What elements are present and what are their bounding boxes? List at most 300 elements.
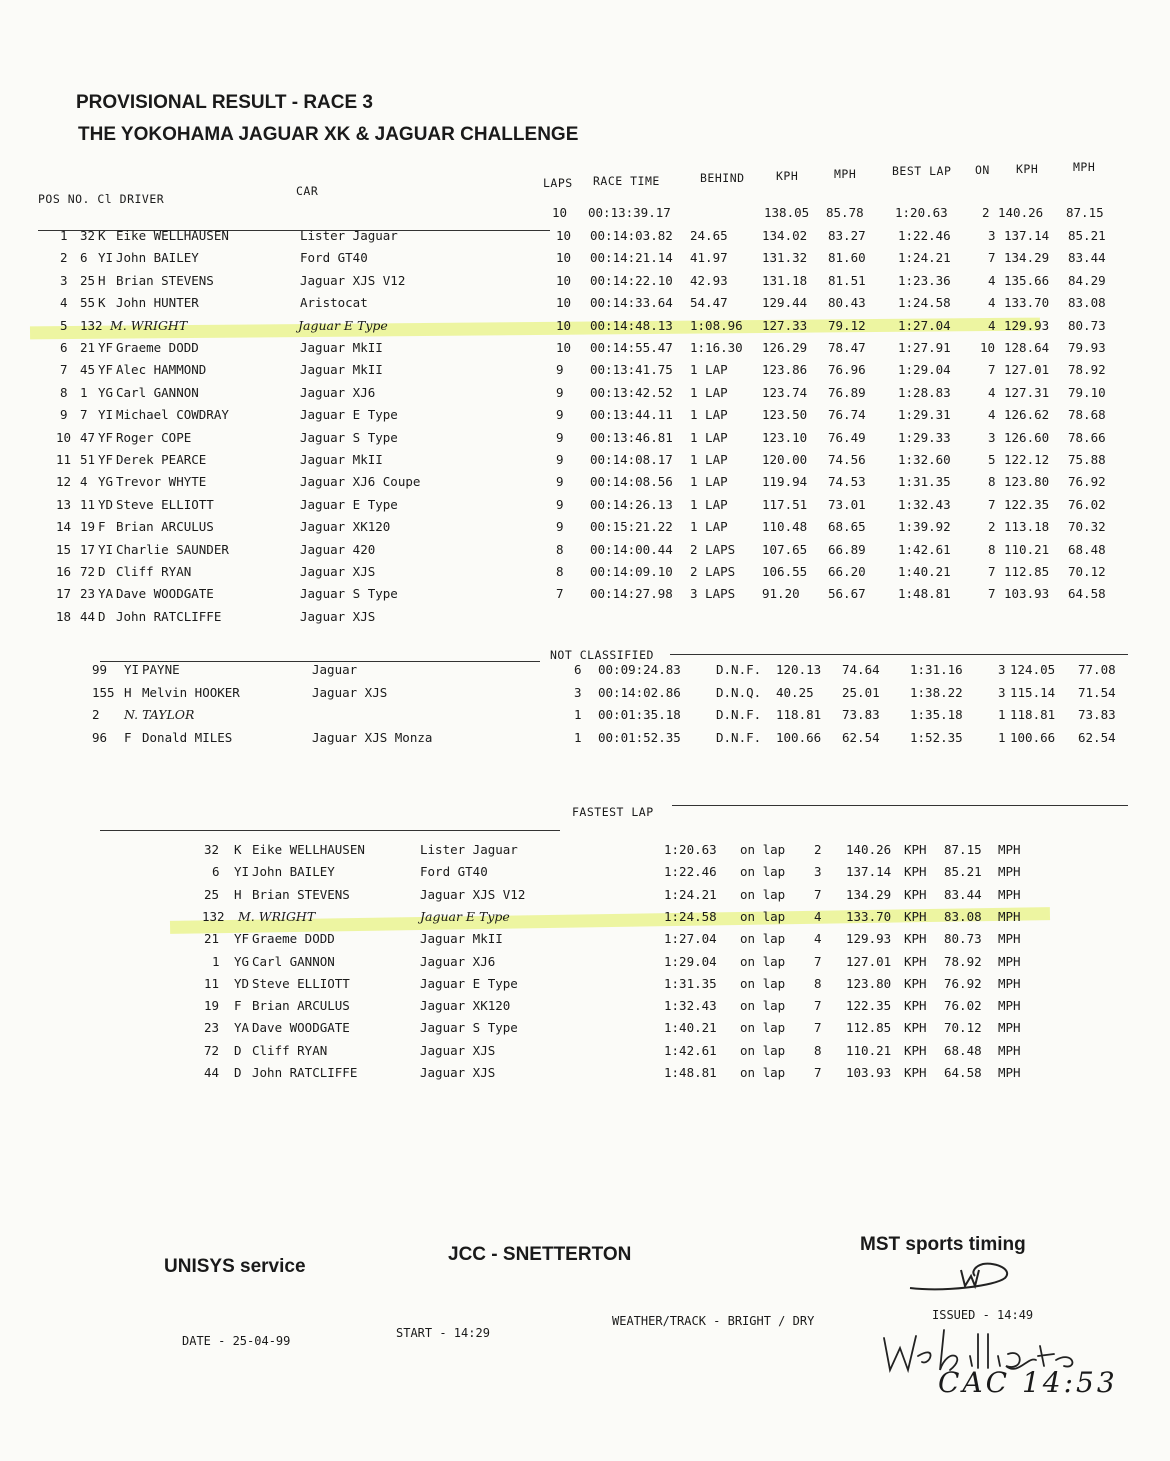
avg-kph: 126.29 [762,340,808,355]
avg-mph: 68.65 [828,519,866,535]
header-on: ON [975,163,990,177]
avg-kph: 131.18 [762,272,808,288]
position: 5 [60,317,68,333]
avg-kph: 106.55 [762,564,808,579]
car-number: 55 [80,295,96,311]
best-lap: 1:38.22 [910,684,963,700]
timing-brand: MST sports timing [860,1234,1026,1255]
result-row [0,452,1170,474]
driver-name: Charlie SAUNDER [116,541,229,557]
best-kph: 124.05 [1010,662,1056,677]
best-lap: 1:32.43 [898,496,951,512]
result-row [0,362,1170,384]
not-classified-label: NOT CLASSIFIED [550,648,654,662]
behind: 1 LAP [690,407,728,423]
fastest-lap-label: FASTEST LAP [572,805,654,819]
behind: 1 LAP [690,474,728,490]
not-classified-row [0,730,1170,752]
fastest-lap-row [0,1065,1170,1087]
best-lap: 1:22.46 [898,228,951,243]
driver-name: Dave WOODGATE [252,1020,350,1036]
car-model: Ford GT40 [300,250,368,266]
class: D [98,608,106,624]
best-kph: 133.70 [1004,295,1050,311]
best-lap: 1:29.04 [898,362,951,378]
best-kph: 129.93 [1004,317,1050,333]
best-lap: 1:29.33 [898,429,951,445]
result-row [0,250,1170,272]
kph: 112.85 [846,1020,892,1036]
best-kph: 100.66 [1010,729,1056,745]
on-lap-label: on lap [740,886,786,902]
kph: 140.26 [846,842,892,857]
car-model: Ford GT40 [420,864,488,880]
result-row [0,474,1170,496]
best-lap: 1:27.04 [898,317,951,333]
car-model: Jaguar MkII [420,931,503,947]
header-best-kph: KPH [1016,162,1039,176]
avg-mph: 76.74 [828,407,866,423]
header-race-time: RACE TIME [593,174,660,188]
driver-name: Melvin HOOKER [142,684,240,700]
leader-time: 00:13:39.17 [588,205,671,220]
lap-time: 1:24.58 [664,908,717,924]
best-kph: 126.62 [1004,407,1050,423]
best-lap-on: 4 [988,272,996,288]
avg-kph: 123.86 [762,362,808,378]
page-subtitle: THE YOKOHAMA JAGUAR XK & JAGUAR CHALLENGE [78,124,579,145]
best-mph: 84.29 [1068,272,1106,288]
best-lap: 1:40.21 [898,564,951,579]
car-model: Jaguar MkII [300,452,383,467]
best-lap: 1:52.35 [910,729,963,745]
not-classified-row [0,685,1170,707]
car-model: Jaguar XJ6 [420,953,496,969]
on-lap-label: on lap [740,864,786,880]
best-kph: 127.31 [1004,384,1050,400]
best-kph: 128.64 [1004,340,1050,355]
best-mph: 83.08 [1068,295,1106,311]
best-kph: 127.01 [1004,362,1050,378]
laps: 1 [574,707,582,722]
avg-kph: 118.81 [776,707,822,722]
car-number: 1 [80,384,88,400]
car-number: 96 [92,729,108,745]
lap-time: 1:20.63 [664,842,717,857]
best-lap-on: 7 [988,586,996,602]
race-time: 00:13:46.81 [590,429,673,445]
best-lap-on: 5 [988,452,996,467]
result-row [0,228,1170,250]
mph: 68.48 [944,1042,982,1058]
driver-name: N. TAYLOR [124,707,195,722]
lap-time: 1:27.04 [664,931,717,947]
best-mph: 73.83 [1078,707,1116,722]
leader-line [0,205,1170,227]
behind: 1 LAP [690,362,728,378]
driver-name: Steve ELLIOTT [252,975,350,991]
driver-name: M. WRIGHT [110,317,188,333]
on-lap-label: on lap [740,931,786,947]
avg-kph: 107.65 [762,541,808,557]
kph: 103.93 [846,1065,892,1080]
lap-number: 7 [814,1020,822,1036]
avg-mph: 74.64 [842,662,880,677]
car-number: 11 [204,975,220,991]
kph-unit: KPH [904,1020,927,1036]
mph: 78.92 [944,953,982,969]
behind: 2 LAPS [690,564,736,579]
behind: 1 LAP [690,384,728,400]
race-time: 00:13:41.75 [590,362,673,378]
best-lap-on: 1 [998,707,1006,722]
best-mph: 80.73 [1068,317,1106,333]
avg-kph: 123.50 [762,407,808,423]
race-time: 00:01:35.18 [598,707,681,722]
best-mph: 68.48 [1068,541,1106,557]
best-mph: 70.12 [1068,564,1106,579]
driver-name: Trevor WHYTE [116,474,207,490]
issued-time: ISSUED - 14:49 [932,1308,1034,1322]
class: YF [98,340,114,355]
unisys-service: UNISYS service [164,1256,306,1277]
on-lap-label: on lap [740,1042,786,1058]
kph: 123.80 [846,975,892,991]
mph-unit: MPH [998,886,1021,902]
race-time: 00:14:21.14 [590,250,673,266]
car-model: Jaguar XJS [300,564,376,579]
behind: 3 LAPS [690,586,736,602]
car-number: 2 [92,707,100,722]
avg-mph: 74.53 [828,474,866,490]
best-lap-on: 7 [988,564,996,579]
mph: 80.73 [944,931,982,947]
car-model: Jaguar XJS [420,1065,496,1080]
car-model: Jaguar E Type [420,975,518,991]
position: 3 [60,272,68,288]
on-lap-label: on lap [740,842,786,857]
avg-mph: 66.20 [828,564,866,579]
car-model: Jaguar S Type [300,586,398,602]
driver-name: Brian STEVENS [252,886,350,902]
car-model: Jaguar XJ6 [300,384,376,400]
lap-time: 1:31.35 [664,975,717,991]
race-time: 00:14:26.13 [590,496,673,512]
class: YF [234,931,250,947]
avg-mph: 74.56 [828,452,866,467]
race-time: 00:14:55.47 [590,340,673,355]
position: 11 [56,452,72,467]
result-row [0,295,1170,317]
car-number: 32 [204,842,220,857]
car-number: 19 [80,519,96,535]
best-lap-on: 3 [998,684,1006,700]
mph: 76.92 [944,975,982,991]
laps: 9 [556,519,564,535]
result-row [0,318,1170,340]
car-model: Jaguar S Type [420,1020,518,1036]
best-kph: 112.85 [1004,564,1050,579]
best-lap: 1:39.92 [898,519,951,535]
avg-mph: 79.12 [828,317,866,333]
status: D.N.Q. [716,684,762,700]
best-lap: 1:31.16 [910,662,963,677]
lap-time: 1:32.43 [664,998,717,1014]
avg-mph: 83.27 [828,228,866,243]
car-model: Jaguar S Type [300,429,398,445]
best-kph: 113.18 [1004,519,1050,535]
behind: 1 LAP [690,452,728,467]
laps: 10 [556,250,572,266]
result-row [0,586,1170,608]
mph: 87.15 [944,842,982,857]
initials-mark [905,1258,1035,1306]
mph-unit: MPH [998,975,1021,991]
avg-kph: 134.02 [762,228,808,243]
driver-name: Michael COWDRAY [116,407,229,423]
best-mph: 79.10 [1068,384,1106,400]
race-time: 00:14:02.86 [598,684,681,700]
best-lap-on: 4 [988,295,996,311]
car-number: 6 [212,864,220,880]
not-classified-row [0,662,1170,684]
best-lap-on: 10 [980,340,996,355]
behind: 54.47 [690,295,728,311]
best-lap: 1:27.91 [898,340,951,355]
handwritten-note: CAC 14:53 [938,1366,1118,1399]
race-time: 00:14:00.44 [590,541,673,557]
lap-time: 1:24.21 [664,886,717,902]
best-mph: 83.44 [1068,250,1106,266]
laps: 3 [574,684,582,700]
avg-mph: 81.51 [828,272,866,288]
lap-time: 1:22.46 [664,864,717,880]
driver-name: Carl GANNON [116,384,199,400]
best-lap: 1:42.61 [898,541,951,557]
laps: 9 [556,362,564,378]
behind: 24.65 [690,228,728,243]
position: 2 [60,250,68,266]
mph: 64.58 [944,1065,982,1080]
car-number: 155 [92,684,115,700]
leader-best: 1:20.63 [895,205,948,220]
behind: 42.93 [690,272,728,288]
avg-mph: 62.54 [842,729,880,745]
mph: 83.08 [944,908,982,924]
car-number: 32 [80,228,96,243]
result-row [0,407,1170,429]
laps: 10 [556,295,572,311]
avg-kph: 120.13 [776,662,822,677]
position: 15 [56,541,72,557]
kph-unit: KPH [904,931,927,947]
best-kph: 137.14 [1004,228,1050,243]
mph-unit: MPH [998,953,1021,969]
best-kph: 110.21 [1004,541,1050,557]
lap-time: 1:48.81 [664,1065,717,1080]
laps: 10 [556,340,572,355]
car-model: Jaguar E Type [300,496,398,512]
laps: 9 [556,429,564,445]
laps: 9 [556,384,564,400]
result-row [0,497,1170,519]
best-mph: 78.68 [1068,407,1106,423]
race-time: 00:14:22.10 [590,272,673,288]
race-time: 00:14:08.17 [590,452,673,467]
date: DATE - 25-04-99 [182,1334,291,1348]
class: YI [98,541,114,557]
kph-unit: KPH [904,975,927,991]
result-row [0,430,1170,452]
best-lap-on: 1 [998,729,1006,745]
car-number: 7 [80,407,88,423]
best-lap: 1:24.58 [898,295,951,311]
car-number: 11 [80,496,96,512]
driver-name: John RATCLIFFE [252,1065,358,1080]
start-time: START - 14:29 [396,1326,490,1340]
behind: 1 LAP [690,496,728,512]
driver-name: Carl GANNON [252,953,335,969]
best-lap-on: 7 [988,362,996,378]
avg-mph: 78.47 [828,340,866,355]
car-model: Jaguar XJ6 Coupe [300,474,421,490]
mph: 70.12 [944,1020,982,1036]
behind: 1 LAP [690,429,728,445]
car-model: Jaguar MkII [300,340,383,355]
position: 14 [56,519,72,535]
car-number: 51 [80,452,96,467]
laps: 9 [556,407,564,423]
race-time: 00:14:08.56 [590,474,673,490]
race-time: 00:13:42.52 [590,384,673,400]
kph-unit: KPH [904,864,927,880]
avg-mph: 73.83 [842,707,880,722]
header-behind: BEHIND [700,171,745,185]
driver-name: Brian ARCULUS [116,519,214,535]
result-row [0,385,1170,407]
lap-number: 7 [814,998,822,1014]
leader-kph: 138.05 [764,205,810,220]
car-number: 21 [80,340,96,355]
car-model: Jaguar XJS [300,608,376,624]
kph-unit: KPH [904,1042,927,1058]
driver-name: Graeme DODD [252,931,335,947]
best-mph: 76.92 [1068,474,1106,490]
best-lap: 1:35.18 [910,707,963,722]
lap-number: 3 [814,864,822,880]
driver-name: John RATCLIFFE [116,608,222,624]
class: YG [98,474,114,490]
driver-name: Eike WELLHAUSEN [252,842,365,857]
weather-track: WEATHER/TRACK - BRIGHT / DRY [612,1314,815,1328]
car-number: 99 [92,662,108,677]
leader-laps: 10 [552,205,568,220]
class: YI [98,407,114,423]
class: YD [234,975,250,991]
best-mph: 64.58 [1068,586,1106,602]
class: YA [98,586,114,602]
lap-number: 7 [814,886,822,902]
best-mph: 71.54 [1078,684,1116,700]
header-kph: KPH [776,169,799,183]
driver-name: Eike WELLHAUSEN [116,228,229,243]
kph-unit: KPH [904,842,927,857]
car-model: Jaguar E Type [420,908,510,924]
car-model: Jaguar E Type [298,317,388,333]
class: K [98,228,106,243]
car-model: Jaguar 420 [300,541,376,557]
car-number: 132 [80,317,103,333]
driver-name: M. WRIGHT [238,908,316,924]
class: H [98,272,106,288]
car-number: 21 [204,931,220,947]
best-mph: 85.21 [1068,228,1106,243]
behind: 1:16.30 [690,340,743,355]
header-best-mph: MPH [1073,160,1096,174]
class: YA [234,1020,250,1036]
kph: 134.29 [846,886,892,902]
driver-name: PAYNE [142,662,180,677]
position: 10 [56,429,72,445]
on-lap-label: on lap [740,1065,786,1080]
driver-name: Brian ARCULUS [252,998,350,1014]
best-lap-on: 7 [988,496,996,512]
kph: 129.93 [846,931,892,947]
driver-name: Derek PEARCE [116,452,207,467]
avg-kph: 119.94 [762,474,808,490]
car-model: Jaguar XK120 [420,998,511,1014]
class: H [124,684,132,700]
mph-unit: MPH [998,931,1021,947]
car-model: Jaguar [312,662,358,677]
car-number: 19 [204,998,220,1014]
best-lap: 1:24.21 [898,250,951,266]
best-lap-on: 7 [988,250,996,266]
on-lap-label: on lap [740,908,786,924]
class: F [98,519,106,535]
mph-unit: MPH [998,908,1021,924]
class: F [124,729,132,745]
best-lap-on: 3 [988,228,996,243]
race-time: 00:15:21.22 [590,519,673,535]
class: H [234,886,242,902]
position: 17 [56,586,72,602]
best-lap-on: 8 [988,474,996,490]
behind: 2 LAPS [690,541,736,557]
best-kph: 122.35 [1004,496,1050,512]
result-row [0,519,1170,541]
kph: 122.35 [846,998,892,1014]
avg-kph: 117.51 [762,496,808,512]
car-number: 4 [80,474,88,490]
result-row [0,609,1170,631]
result-row [0,340,1170,362]
result-row [0,542,1170,564]
avg-mph: 66.89 [828,541,866,557]
car-number: 132 [202,908,225,924]
driver-name: Cliff RYAN [116,564,192,579]
best-lap-on: 8 [988,541,996,557]
position: 13 [56,496,72,512]
fastest-lap-row [0,887,1170,909]
car-number: 6 [80,250,88,266]
fastest-lap-row [0,931,1170,953]
avg-kph: 91.20 [762,586,800,602]
class: K [234,842,242,857]
fastest-lap-row [0,842,1170,864]
class: YG [98,384,114,400]
best-lap-on: 3 [998,662,1006,677]
